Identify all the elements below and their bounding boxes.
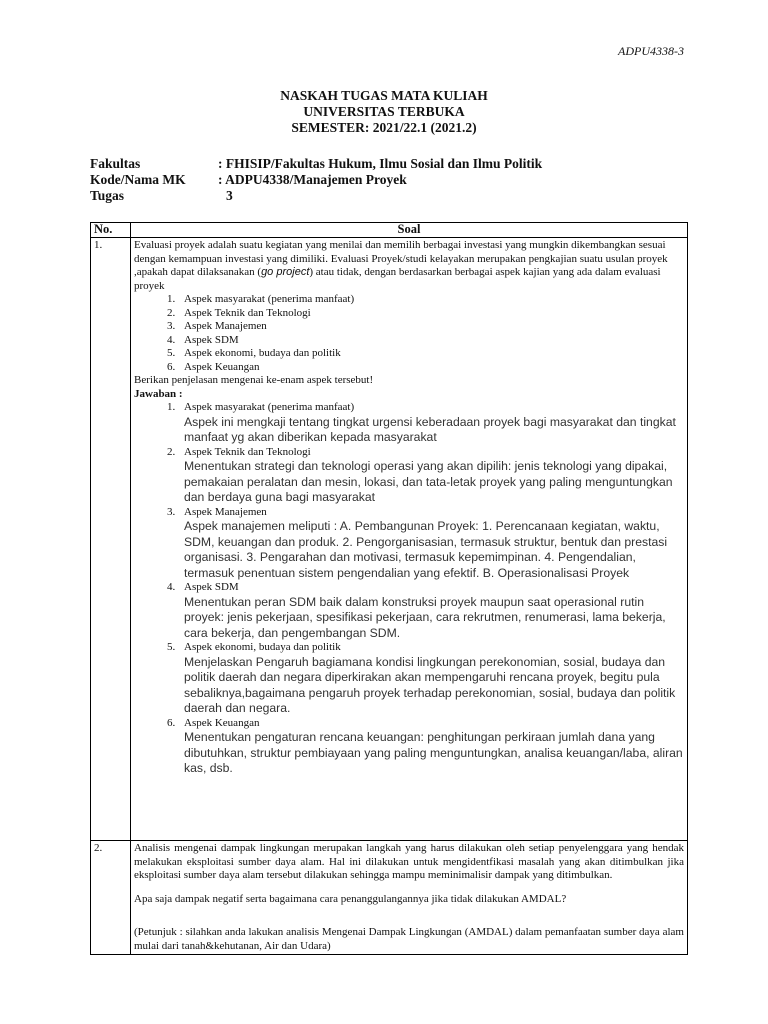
meta-value: 3 bbox=[226, 188, 233, 203]
list-item: 3. Aspek Manajemen bbox=[178, 320, 684, 334]
question-paragraph: Analisis mengenai dampak lingkungan merupakan langkah yang harus dilakukan oleh setiap penyelenggara yang hendak melakukan eksploitasi sumber daya alam. Hal ini dilakukan untuk mengidentfikasi masalah yang akan ditimbulkan jika eksploitasi sumber daya alam tersebut dilakukan sehingga mampu meminimalisir dampak yang ditimbulkan. bbox=[134, 842, 684, 881]
intro-text: ) atau tidak, dengan berdasarkan berbagai aspek kajian yang ada dalam evaluasi proyek bbox=[134, 266, 661, 292]
table-row bbox=[91, 841, 688, 955]
answer-text: Menjelaskan Pengaruh bagiamana kondisi lingkungan perekonomian, sosial, budaya dan politik daerah dan negara diperkirakan akan mempengaruhi rencana proyek, begitu pula sebaliknya,bagaimana pengaruh proyek terhadap perekonomian, sosial, budaya dan politik daerah dan negara. bbox=[184, 654, 676, 715]
answer-text: Menentukan peran SDM baik dalam konstruksi proyek maupun saat operasional rutin proyek: jenis pekerjaan, spesifikasi pekerjaan, cara rekrutmen, renumerasi, lama bekerja, cara bekerja, dan pengembangan SDM. bbox=[184, 594, 666, 640]
answer-title: 4. Aspek SDM bbox=[184, 581, 239, 593]
answer-title: 1. Aspek masyarakat (penerima manfaat) bbox=[184, 401, 355, 413]
meta-row bbox=[90, 156, 542, 172]
table-header-row bbox=[91, 223, 688, 238]
intro-text: Evaluasi proyek adalah suatu kegiatan yang menilai dan memilih berbagai investasi yang mungkin dikembangkan sesuai dengan kemampuan investasi yang dimiliki. Evaluasi Proyek/studi kelayakan merupakan pengkajian suatu usulan proyek ,apakah dapat dilaksanakan ( bbox=[134, 239, 668, 278]
answer-title: 3. Aspek Manajemen bbox=[184, 505, 267, 518]
list-item: 5. Aspek ekonomi, budaya dan politik bbox=[178, 347, 684, 361]
question-intro bbox=[134, 239, 684, 293]
question-cell bbox=[131, 841, 688, 955]
answer-title: 2. Aspek Teknik dan Teknologi bbox=[184, 445, 311, 458]
list-item: 2. Aspek Teknik dan Teknologi bbox=[178, 307, 684, 321]
table-row bbox=[91, 238, 688, 841]
answer-title: 6. Aspek Keuangan bbox=[184, 716, 260, 729]
intro-italic-text: go project bbox=[261, 266, 310, 278]
meta-value: : ADPU4338/Manajemen Proyek bbox=[218, 172, 407, 187]
answer-item bbox=[178, 717, 684, 777]
answer-label: Jawaban : bbox=[134, 387, 183, 400]
course-meta bbox=[90, 156, 542, 204]
answer-item bbox=[178, 641, 684, 717]
answer-item bbox=[178, 581, 684, 641]
meta-key: Fakultas bbox=[90, 156, 141, 171]
meta-key: Kode/Nama MK bbox=[90, 172, 186, 187]
meta-row bbox=[90, 188, 542, 204]
title-line: UNIVERSITAS TERBUKA bbox=[303, 104, 465, 119]
meta-row bbox=[90, 172, 542, 188]
answer-text: Menentukan strategi dan teknologi operasi yang akan dipilih: jenis teknologi yang dipakai, pemakaian peralatan dan mesin, lokasi, dan tata-letak proyek yang paling menguntungkan dan berdaya guna bagi masyarakat bbox=[184, 459, 673, 504]
question-table bbox=[90, 222, 688, 955]
answer-text: Aspek ini mengkaji tentang tingkat urgensi keberadaan proyek bagi masyarakat dan tingkat manfaat yg akan diberikan kepada masyarakat bbox=[184, 414, 676, 444]
list-item: 6. Aspek Keuangan bbox=[178, 361, 684, 375]
answer-item bbox=[178, 506, 684, 582]
title-line: SEMESTER: 2021/22.1 (2021.2) bbox=[291, 120, 477, 135]
meta-value: : FHISIP/Fakultas Hukum, Ilmu Sosial dan Ilmu Politik bbox=[218, 156, 543, 171]
answer-text: Aspek manajemen meliputi : A. Pembangunan Proyek: 1. Perencanaan kegiatan, waktu, SDM, keuangan dan produk. 2. Pengorganisasian, termasuk struktur, bentuk dan prestasi organisasi. 3. Pengarahan dan motivasi, termasuk kepemimpinan. 4. Pengendalian, termasuk penentuan sistem pengendalian yang efektif. B. Operasionalisasi Proyek bbox=[184, 519, 668, 580]
answer-list bbox=[134, 401, 684, 777]
column-header-no: No. bbox=[91, 223, 131, 238]
column-header-soal: Soal bbox=[131, 223, 688, 238]
question-paragraph: Apa saja dampak negatif serta bagaimana cara penanggulangannya jika tidak dilakukan AMDAL? bbox=[134, 892, 567, 905]
instruction-text: Berikan penjelasan mengenai ke-enam aspek tersebut! bbox=[134, 374, 374, 386]
answer-item bbox=[178, 446, 684, 506]
aspect-list bbox=[134, 293, 684, 374]
question-paragraph: (Petunjuk : silahkan anda lakukan analisis Mengenai Dampak Lingkungan (AMDAL) dalam pemanfaatan sumber daya alam mulai dari tanah&kehutanan, Air dan Udara) bbox=[134, 926, 684, 952]
answer-text: Menentukan pengaturan rencana keuangan: penghitungan perkiraan jumlah dana yang dibutuhkan, struktur pembiayaan yang paling menguntungkan, analisa keuangan/laba, aliran kas, dsb. bbox=[184, 730, 683, 775]
answer-title: 5. Aspek ekonomi, budaya dan politik bbox=[184, 641, 341, 653]
document-titles bbox=[0, 88, 768, 136]
question-number: 2. bbox=[91, 841, 131, 955]
answer-item bbox=[178, 401, 684, 446]
meta-key: Tugas bbox=[90, 188, 125, 203]
document-code: ADPU4338-3 bbox=[618, 44, 684, 58]
question-number: 1. bbox=[91, 238, 131, 841]
list-item: 4. Aspek SDM bbox=[178, 334, 684, 348]
list-item: 1. Aspek masyarakat (penerima manfaat) bbox=[178, 293, 684, 307]
title-line: NASKAH TUGAS MATA KULIAH bbox=[280, 88, 488, 103]
question-cell bbox=[131, 238, 688, 841]
